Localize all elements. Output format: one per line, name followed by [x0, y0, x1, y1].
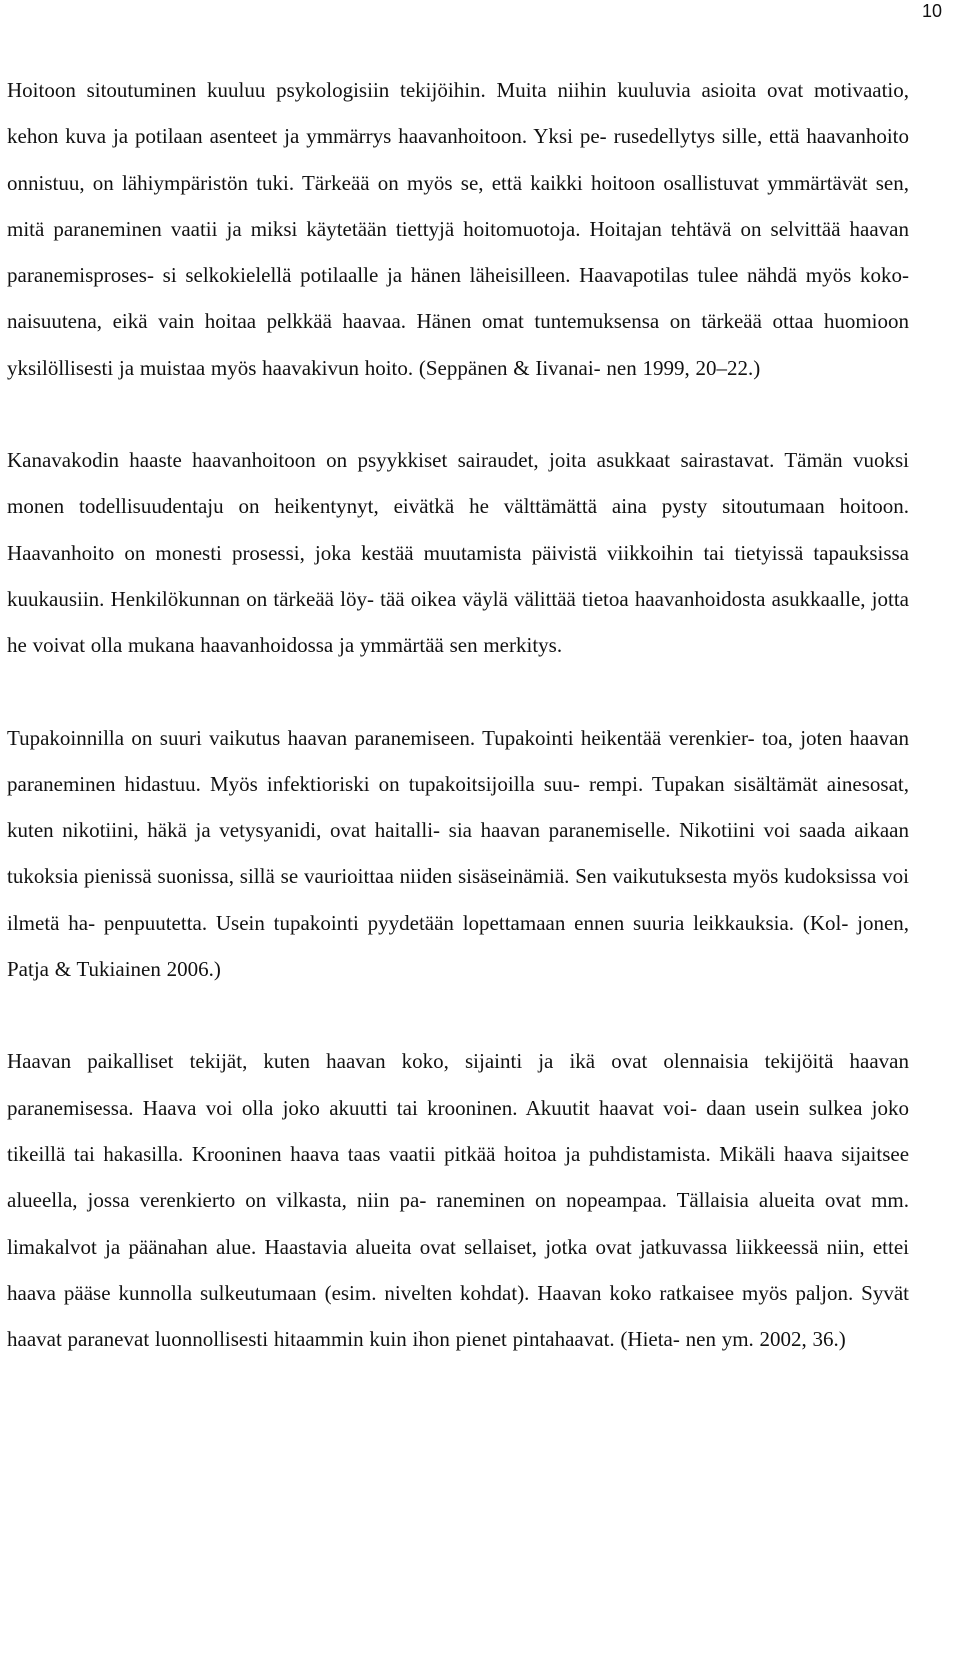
- text-line: Syvät haavat paranevat luonnollisesti hitaammin kuin ihon pienet pintahaavat. (Hieta-: [7, 1280, 910, 1352]
- text-line: se vaurioittaa niiden sisäseinämiä. Sen vaikutuksesta myös kudoksissa voi ilmetä ha-: [7, 864, 909, 935]
- text-line: haavanhoidossa ja ymmärtää sen merkitys.: [200, 633, 563, 658]
- text-line: Hoitoon sitoutuminen kuuluu psykologisiin tekijöihin. Muita niihin kuuluvia asioita: [7, 78, 757, 102]
- text-line: penpuutetta. Usein tupakointi pyydetään lopettamaan ennen suuria leikkauksia. (Kol-: [103, 910, 849, 935]
- text-line: raneminen on nopeampaa. Tällaisia alueita ovat mm. limakalvot ja päänahan alue.: [7, 1188, 909, 1259]
- text-line: sia haavan paranemiselle. Nikotiini voi saada aikaan tukoksia pienissä suonissa, sillä: [7, 818, 910, 889]
- paragraph-2: [7, 437, 909, 668]
- text-line: ovat motivaatio, kehon kuva ja potilaan asenteet ja ymmärrys haavanhoitoon. Yksi pe-: [7, 78, 910, 149]
- text-line: kunnolla sulkeutumaan (esim. nivelten kohdat). Haavan koko ratkaisee myös paljon.: [118, 1280, 854, 1305]
- text-line: Tupakoinnilla on suuri vaikutus haavan paranemiseen. Tupakointi heikentää verenkier-: [7, 725, 755, 750]
- text-line: tää oikea väylä välittää tietoa haavanhoidosta asukkaalle, jotta he voivat olla mukana: [7, 586, 910, 658]
- text-line: jonen, Patja & Tukiainen 2006.): [7, 910, 910, 982]
- text-line: si selkokielellä potilaalle ja hänen läheisilleen. Haavapotilas tulee nähdä myös koko-: [162, 263, 909, 288]
- text-line: naisuutena, eikä vain hoitaa pelkkää haavaa. Hänen omat tuntemuksensa on tärkeää: [7, 309, 762, 334]
- text-line: Kanavakodin haaste haavanhoitoon on psyykkiset sairaudet, joita asukkaat sairastavat.: [7, 448, 775, 473]
- text-line: pysty sitoutumaan hoitoon. Haavanhoito on monesti prosessi, joka kestää muutamista: [7, 494, 910, 565]
- text-line: nen 1999, 20–22.): [606, 355, 761, 380]
- text-line: päivistä viikkoihin tai tietyissä tapauksissa kuukausiin. Henkilökunnan on tärkeää löy-: [7, 540, 910, 611]
- paragraph-4: [7, 1038, 909, 1362]
- text-line: daan usein sulkea joko tikeillä tai hakasilla. Krooninen haava taas vaatii pitkää hoitoa: [7, 1095, 910, 1166]
- text-line: Haavan paikalliset tekijät, kuten haavan koko, sijainti ja ikä ovat olennaisia tekijöitä: [7, 1049, 834, 1074]
- text-line: toa, joten haavan paraneminen hidastuu. Myös infektioriski on tupakoitsijoilla suu-: [7, 725, 910, 796]
- paragraph-3: [7, 715, 909, 993]
- text-line: Haastavia alueita ovat sellaiset, jotka ovat jatkuvassa liikkeessä niin, ettei haava pääse: [7, 1234, 909, 1305]
- text-line: nen ym. 2002, 36.): [685, 1327, 846, 1352]
- text-line: rempi. Tupakan sisältämät ainesosat, kuten nikotiini, häkä ja vetysyanidi, ovat haitalli-: [7, 771, 909, 843]
- text-line: ottaa huomioon yksilöllisesti ja muistaa myös haavakivun hoito. (Seppänen & Iivanai-: [7, 309, 910, 380]
- page-number: 10: [921, 1, 942, 21]
- paragraph-1: [7, 67, 909, 391]
- document-body: [7, 67, 909, 1362]
- text-line: haavan paranemisessa. Haava voi olla joko akuutti tai krooninen. Akuutit haavat voi-: [7, 1049, 909, 1120]
- text-line: käytetään tiettyjä hoitomuotoja. Hoitajan tehtävä on selvittää haavan paranemisproses-: [7, 216, 910, 288]
- text-line: rusedellytys sille, että haavanhoito onnistuu, on lähiympäristön tuki. Tärkeää on myös: [7, 124, 910, 195]
- text-line: ja puhdistamista. Mikäli haava sijaitsee alueella, jossa verenkierto on vilkasta, niin pa-: [7, 1141, 910, 1213]
- text-line: Tämän vuoksi monen todellisuudentaju on heikentynyt, eivätkä he välttämättä aina: [7, 448, 909, 519]
- text-line: se, että kaikki hoitoon osallistuvat ymmärtävät sen, mitä paraneminen vaatii ja miksi: [7, 170, 909, 241]
